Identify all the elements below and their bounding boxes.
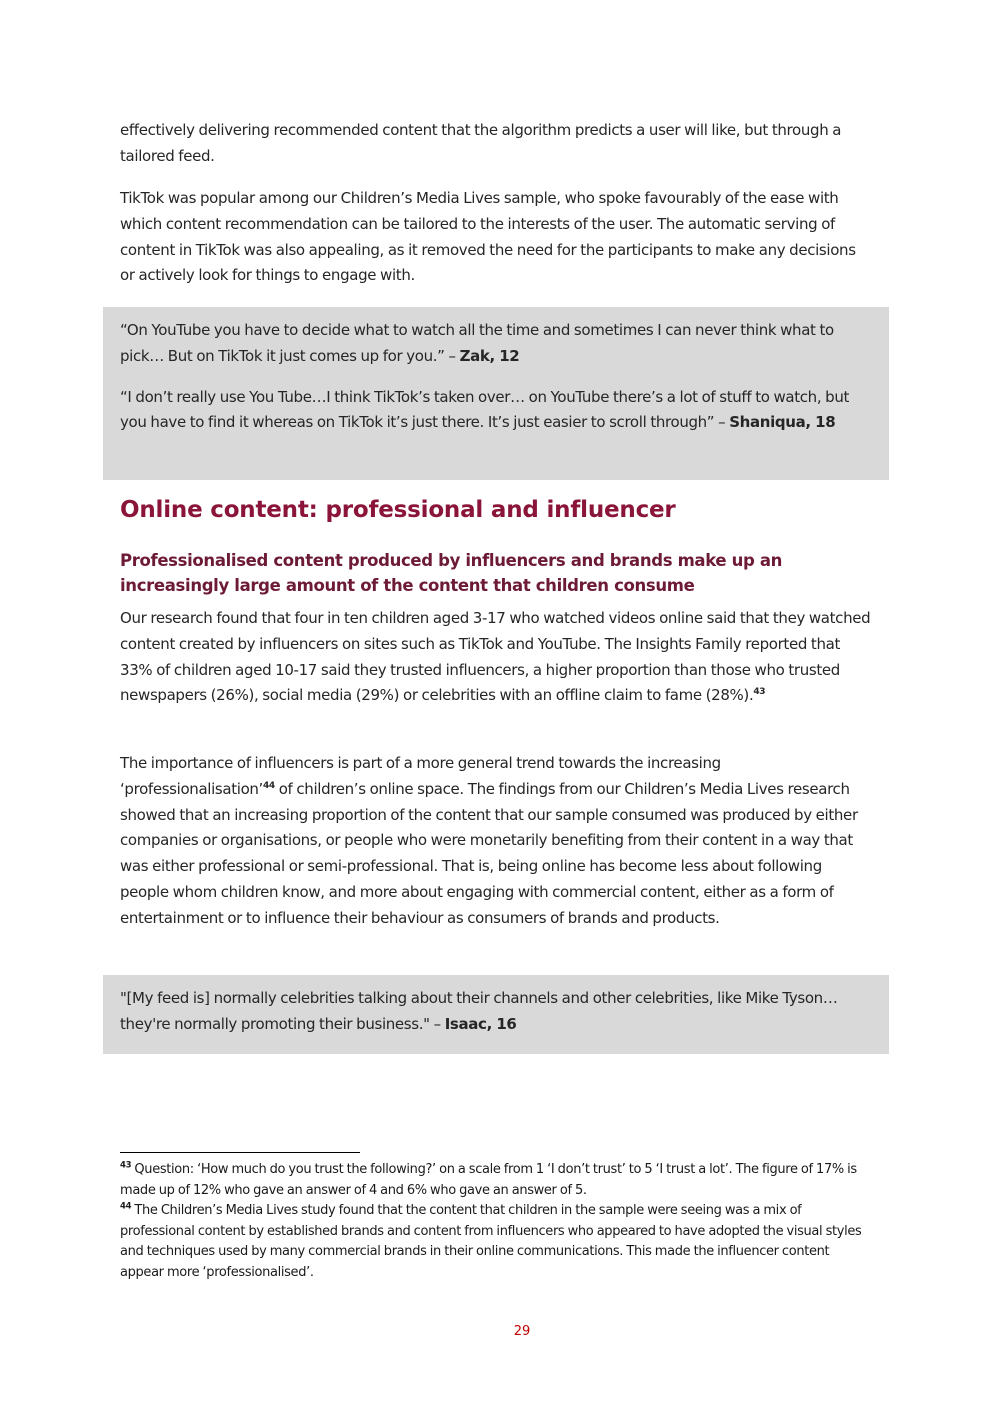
body-paragraph-professionalisation (120, 751, 872, 932)
footnotes (120, 1160, 872, 1283)
paragraph-text: Our research found that four in ten children aged 3-17 who watched videos online said that they watched content created by influencers on sites such as TikTok and YouTube. The Insights Family reported that 33% of children aged 10-17 said they trusted influencers, a higher proportion than those who trusted newspapers (26%), social media (29%) or celebrities with an offline claim to fame (28%). (120, 609, 871, 705)
quote-shaniqua (120, 385, 872, 437)
quote-attribution: Isaac, 16 (444, 1014, 517, 1033)
footnote-divider (120, 1152, 360, 1153)
paragraph-text: The importance of influencers is part of a more general trend towards the increasing ‘professionalisation’ (120, 754, 721, 798)
intro-paragraph-1: effectively delivering recommended content that the algorithm predicts a user will like, but through a tailored feed. (120, 121, 842, 165)
quote-box-feed (103, 975, 889, 1054)
quote-text: “I don’t really use You Tube…I think TikTok’s taken over… on YouTube there’s a lot of stuff to watch, but you have to find it whereas on TikTok it’s just there. It’s just easier to scroll through” – (120, 387, 850, 432)
footnote-text: Question: ‘How much do you trust the following?’ on a scale from 1 ‘I don’t trust’ to 5 ‘I trust a lot’. The figure of 17% is made up of 12% who gave an answer of 4 and 6% who gave an answer of 5. (120, 1162, 857, 1198)
quote-text: “On YouTube you have to decide what to watch all the time and sometimes I can never think what to pick… But on TikTok it just comes up for you.” – (120, 321, 834, 365)
quote-text: "[My feed is] normally celebrities talking about their channels and other celebrities, like Mike Tyson… they're normally promoting their business." – (120, 989, 838, 1033)
quote-box-tiktok (103, 307, 889, 480)
intro-paragraph-2: TikTok was popular among our Children’s Media Lives sample, who spoke favourably of the ease with which content recommendation can be tailored to the interests of the user. The automatic serving of content in TikTok was also appealing, as it removed the need for the participants to make any decisions or actively look for things to engage with. (120, 189, 856, 285)
footnote-ref[interactable]: 44 (262, 780, 275, 791)
footnote-number: 44 (120, 1201, 132, 1212)
section-subheading: Professionalised content produced by influencers and brands make up an increasingly large amount of the content that children consume (120, 551, 783, 595)
section-heading: Online content: professional and influencer (120, 497, 676, 523)
footnote-44 (120, 1201, 872, 1283)
footnote-number: 43 (120, 1160, 132, 1171)
footnote-text: The Children’s Media Lives study found that the content that children in the sample were seeing was a mix of professional content by established brands and content from influencers who appeared to have adopted the visual styles and techniques used by many commercial brands in their online communications. This made the influencer content appear more ‘professionalised’. (120, 1203, 862, 1280)
footnote-43 (120, 1160, 872, 1201)
page-number: 29 (513, 1324, 531, 1339)
body-paragraph-influencers (120, 606, 872, 709)
quote-zak (120, 318, 872, 370)
quote-attribution: Shaniqua, 18 (729, 413, 836, 432)
quote-isaac (120, 986, 872, 1038)
quote-attribution: Zak, 12 (459, 346, 520, 365)
footnote-ref[interactable]: 43 (753, 687, 766, 698)
paragraph-text: of children’s online space. The findings from our Children’s Media Lives research showed that an increasing proportion of the content that our sample consumed was produced by either companies or organisations, or people who were monetarily benefiting from their content in a way that was either professional or semi-professional. That is, being online has become less about following people whom children know, and more about engaging with commercial content, either as a form of entertainment or to influence their behaviour as consumers of brands and products. (120, 779, 858, 927)
